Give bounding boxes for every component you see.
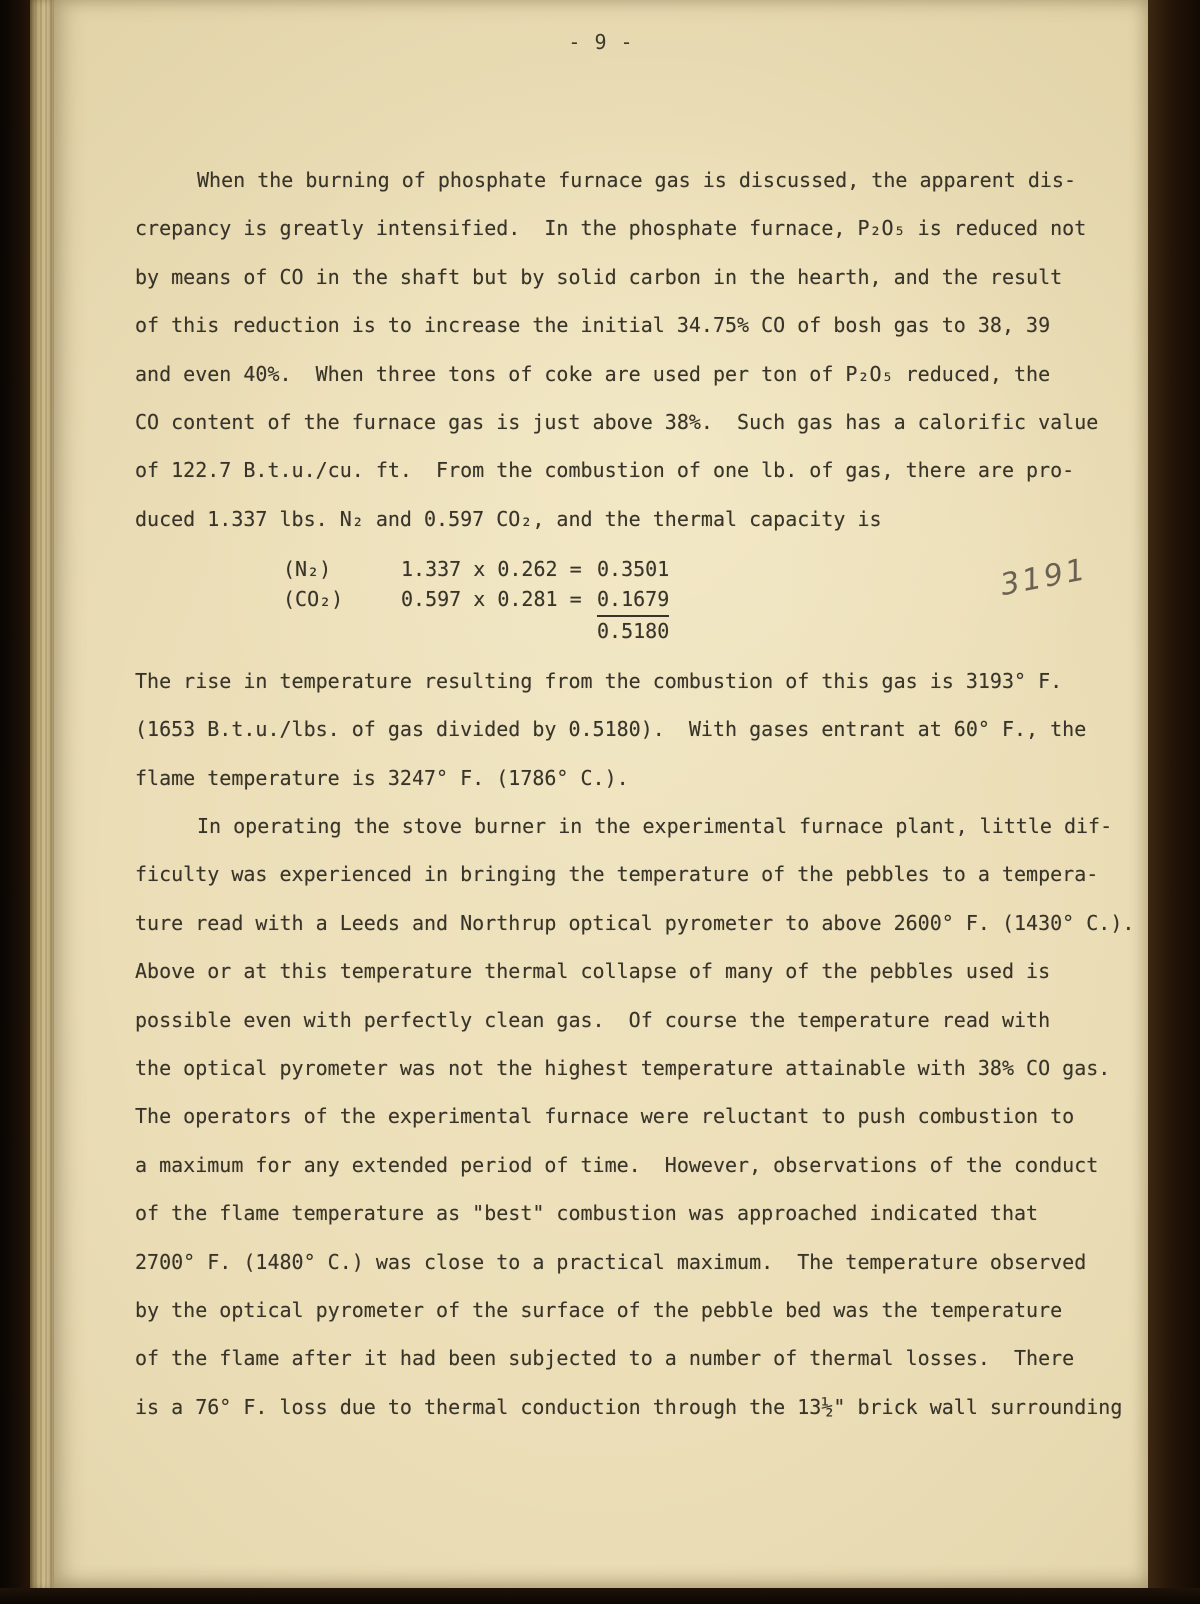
text-line: a maximum for any extended period of time. However, observations of the conduct [135, 1152, 1099, 1177]
calculation-row [283, 617, 1128, 647]
text-line: and even 40%. When three tons of coke are used per ton of P₂O₅ reduced, the [135, 361, 1051, 386]
text-line: When the burning of phosphate furnace gas is discussed, the apparent dis- [197, 168, 1076, 192]
page-number: - 9 - [568, 30, 634, 54]
text-line: flame temperature is 3247° F. (1786° C.). [135, 765, 629, 790]
text-line: ficulty was experienced in bringing the temperature of the pebbles to a tempera- [135, 862, 1099, 887]
book-edge-bottom [0, 1588, 1200, 1604]
book-spine [0, 0, 30, 1604]
text-line: by the optical pyrometer of the surface of the pebble bed was the temperature [135, 1298, 1063, 1323]
calc-expression: 1.337 x 0.262 = [401, 557, 582, 582]
paragraph [135, 657, 1128, 802]
calc-label: (CO₂) [283, 586, 344, 611]
text-body [135, 156, 1135, 1431]
paragraph [135, 802, 1135, 1431]
text-line: of 122.7 B.t.u./cu. ft. From the combustion of one lb. of gas, there are pro- [135, 458, 1075, 483]
text-line: of this reduction is to increase the initial 34.75% CO of bosh gas to 38, 39 [135, 313, 1051, 338]
calc-label: (N₂) [283, 557, 332, 582]
text-line: ture read with a Leeds and Northrup optical pyrometer to above 2600° F. (1430° C.). [135, 910, 1135, 935]
calc-expression [401, 617, 597, 647]
book-edge-right [1148, 0, 1200, 1604]
text-line: In operating the stove burner in the experimental furnace plant, little dif- [197, 813, 1113, 838]
paragraph [135, 156, 1128, 543]
page-edge-stack [30, 0, 56, 1590]
calc-value: 0.1679 [597, 585, 669, 618]
document-page [54, 0, 1148, 1588]
text-line: of the flame after it had been subjected to a number of thermal losses. There [135, 1346, 1075, 1371]
text-line: Above or at this temperature thermal collapse of many of the pebbles used is [135, 959, 1051, 984]
text-line: is a 76° F. loss due to thermal conduction through the 13½" brick wall surrounding [135, 1394, 1123, 1419]
text-line: 2700° F. (1480° C.) was close to a practical maximum. The temperature observed [135, 1249, 1087, 1274]
calc-expression: 0.597 x 0.281 = [401, 586, 582, 611]
calc-value: 0.5180 [597, 619, 670, 644]
text-line: the optical pyrometer was not the highest temperature attainable with 38% CO gas. [135, 1056, 1111, 1080]
calc-value: 0.3501 [597, 557, 670, 582]
text-line: (1653 B.t.u./lbs. of gas divided by 0.5180). With gases entrant at 60° F., the [135, 717, 1087, 742]
text-line: The operators of the experimental furnace were reluctant to push combustion to [135, 1104, 1075, 1129]
text-line: of the flame temperature as "best" combustion was approached indicated that [135, 1201, 1039, 1226]
text-line: by means of CO in the shaft but by solid carbon in the hearth, and the result [135, 264, 1063, 289]
calc-label [283, 617, 401, 647]
text-line: crepancy is greatly intensified. In the phosphate furnace, P₂O₅ is reduced not [135, 216, 1087, 241]
text-line: possible even with perfectly clean gas. Of course the temperature read with [135, 1007, 1051, 1032]
text-line: CO content of the furnace gas is just above 38%. Such gas has a calorific value [135, 410, 1099, 435]
handwritten-annotation: 3191 [997, 551, 1091, 604]
text-line: duced 1.337 lbs. N₂ and 0.597 CO₂, and the thermal capacity is [135, 506, 882, 531]
text-line: The rise in temperature resulting from the combustion of this gas is 3193° F. [135, 668, 1063, 693]
